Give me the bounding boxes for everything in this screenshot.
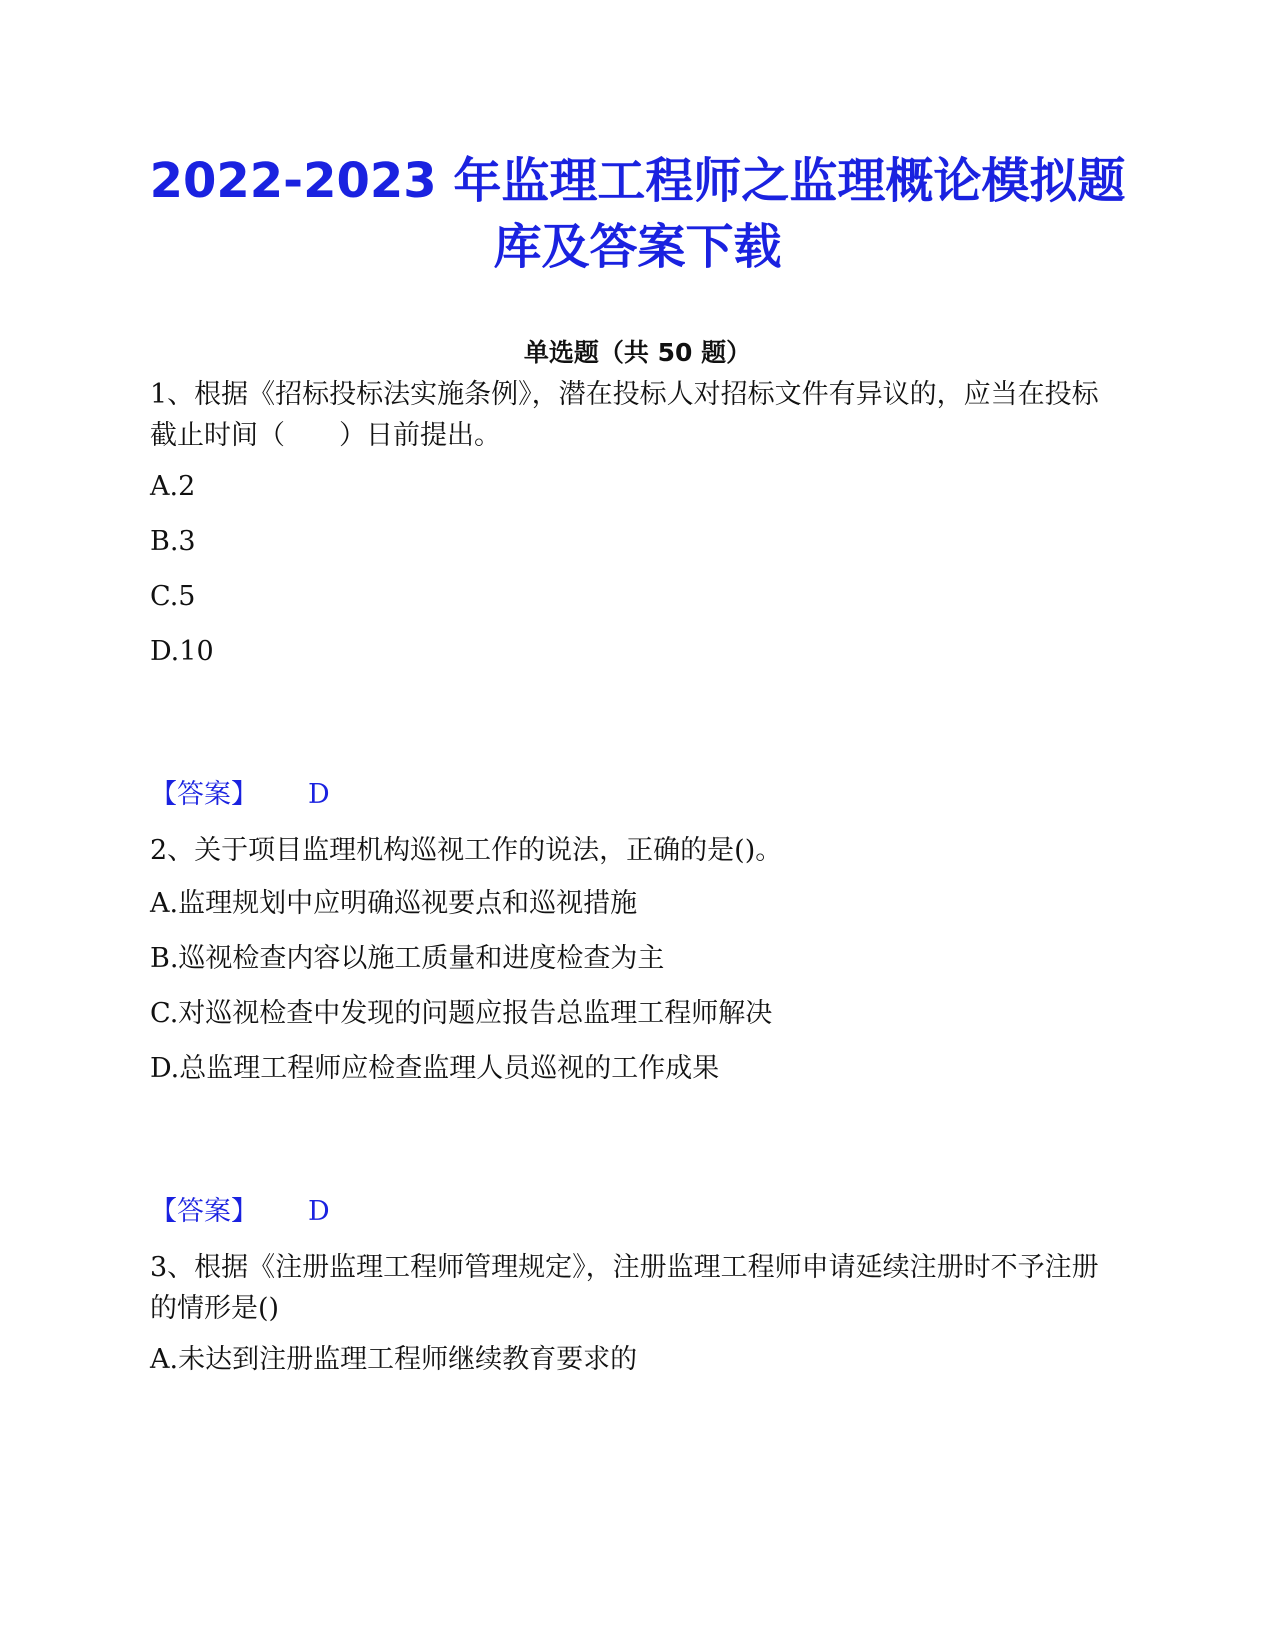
answer-letter: D (308, 1196, 330, 1227)
option-c: C.5 (150, 581, 196, 612)
option-a: A.未达到注册监理工程师继续教育要求的 (150, 1344, 638, 1375)
option-a: A.2 (150, 471, 196, 502)
answer-line (150, 1194, 330, 1230)
question-stem: 3、根据《注册监理工程师管理规定》，注册监理工程师申请延续注册时不予注册的情形是() (150, 1252, 1099, 1324)
option-d: D.10 (150, 636, 214, 667)
option-c: C.对巡视检查中发现的问题应报告总监理工程师解决 (150, 998, 773, 1029)
option-a: A.监理规划中应明确巡视要点和巡视措施 (150, 888, 638, 919)
document-title (120, 148, 1155, 280)
question-stem: 2、关于项目监理机构巡视工作的说法，正确的是()。 (150, 835, 783, 866)
question-stem: 1、根据《招标投标法实施条例》，潜在投标人对招标文件有异议的，应当在投标截止时间（ ）日前提出。 (150, 379, 1099, 451)
answer-line (150, 777, 330, 813)
option-b: B.3 (150, 526, 196, 557)
option-d: D.总监理工程师应检查监理人员巡视的工作成果 (150, 1053, 720, 1084)
answer-label: 【答案】 (150, 779, 258, 810)
answer-label: 【答案】 (150, 1196, 258, 1227)
title-line-1: 2022-2023 年监理工程师之监理概论模拟题 (149, 153, 1126, 209)
title-line-2: 库及答案下载 (493, 219, 782, 275)
option-b: B.巡视检查内容以施工质量和进度检查为主 (150, 943, 665, 974)
answer-letter: D (308, 779, 330, 810)
section-heading: 单选题（共 50 题） (523, 338, 752, 367)
